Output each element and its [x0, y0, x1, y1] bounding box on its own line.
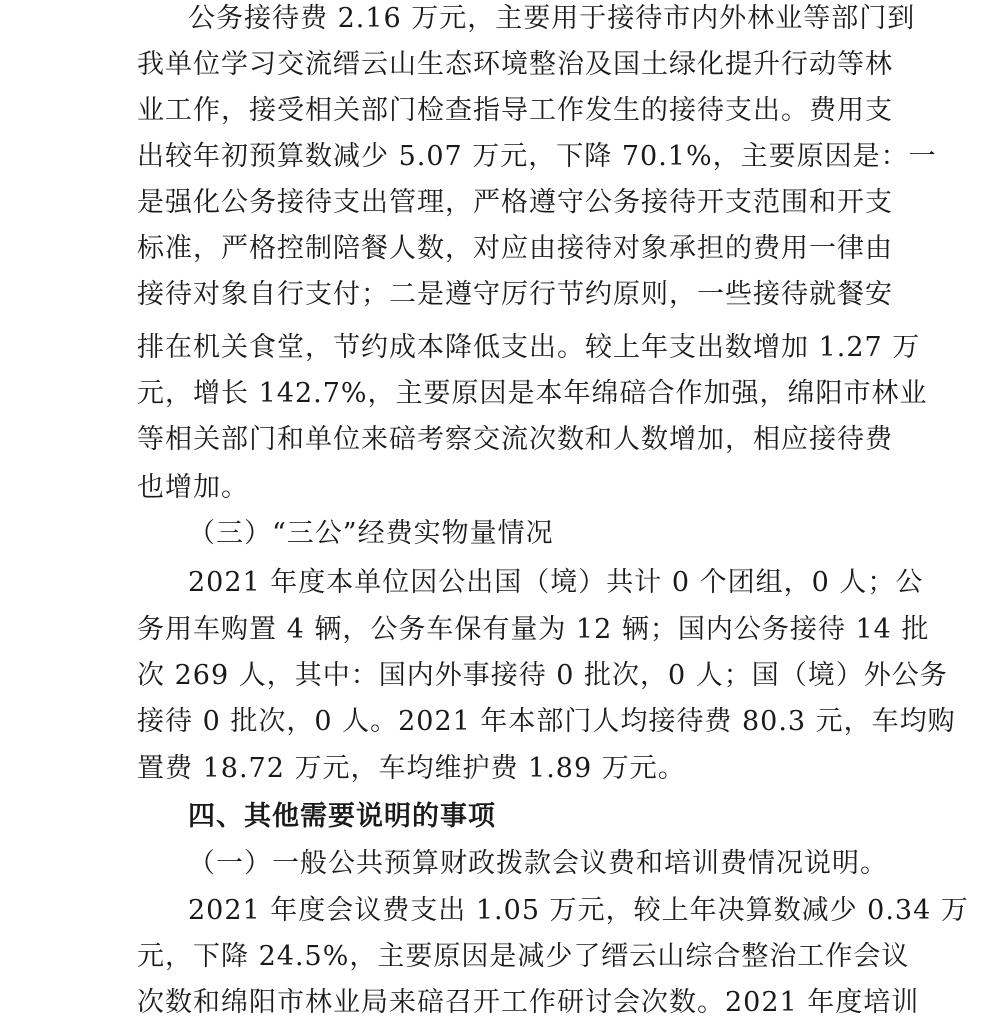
text-line: 次数和绵阳市林业局来碚召开工作研讨会次数。2021 年度培训 [137, 987, 920, 1018]
text-line: 接待 0 批次，0 人。2021 年本部门人均接待费 80.3 元，车均购 [137, 706, 956, 737]
text-line: 也增加。 [137, 472, 249, 503]
text-line: 次 269 人，其中：国内外事接待 0 批次，0 人；国（境）外公务 [137, 660, 948, 691]
text-line: 公务接待费 2.16 万元，主要用于接待市内外林业等部门到 [188, 3, 916, 34]
text-line: 元，增长 142.7%，主要原因是本年绵碚合作加强，绵阳市林业 [137, 378, 928, 409]
section-heading: 四、其他需要说明的事项 [188, 801, 496, 832]
text-line: 业工作，接受相关部门检查指导工作发生的接待支出。费用支 [137, 95, 893, 126]
text-line: 是强化公务接待支出管理，严格遵守公务接待开支范围和开支 [137, 187, 893, 218]
text-line: 接待对象自行支付；二是遵守厉行节约原则，一些接待就餐安 [137, 279, 893, 310]
text-line: 出较年初预算数减少 5.07 万元，下降 70.1%，主要原因是：一 [137, 141, 937, 172]
subheading-physical-quantity: （三）“三公”经费实物量情况 [188, 518, 554, 549]
text-line: 元，下降 24.5%，主要原因是减少了缙云山综合整治工作会议 [137, 941, 910, 972]
text-line: 2021 年度会议费支出 1.05 万元，较上年决算数减少 0.34 万 [188, 895, 969, 926]
text-line: 务用车购置 4 辆，公务车保有量为 12 辆；国内公务接待 14 批 [137, 614, 930, 645]
text-line: 等相关部门和单位来碚考察交流次数和人数增加，相应接待费 [137, 424, 893, 455]
text-line: 置费 18.72 万元，车均维护费 1.89 万元。 [137, 753, 686, 784]
text-line: 排在机关食堂，节约成本降低支出。较上年支出数增加 1.27 万 [137, 332, 921, 363]
text-line: 2021 年度本单位因公出国（境）共计 0 个团组，0 人；公 [188, 567, 924, 598]
text-line: 我单位学习交流缙云山生态环境整治及国土绿化提升行动等林 [137, 49, 893, 80]
subheading-meeting-training: （一）一般公共预算财政拨款会议费和培训费情况说明。 [188, 848, 888, 879]
text-line: 标准，严格控制陪餐人数，对应由接待对象承担的费用一律由 [137, 233, 893, 264]
